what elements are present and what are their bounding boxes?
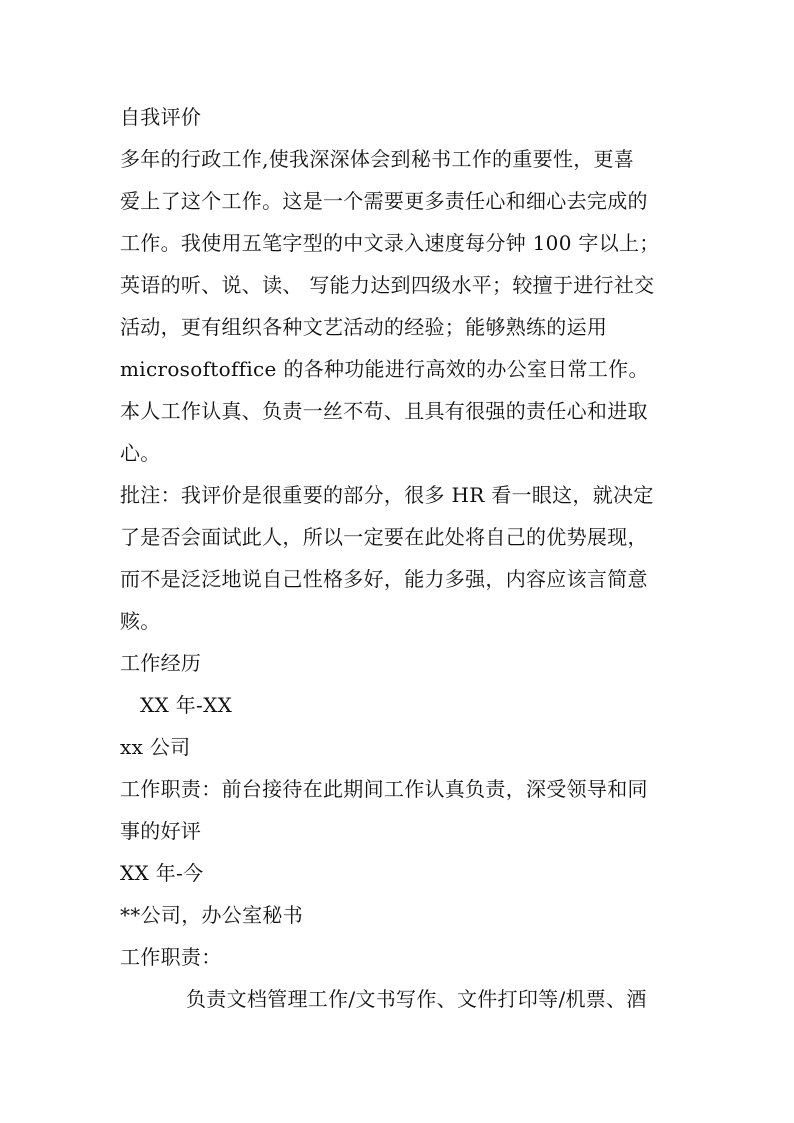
self-evaluation-line: microsoftoffice 的各种功能进行高效的办公室日常工作。 xyxy=(120,357,649,381)
job-period: XX 年-XX xyxy=(140,693,233,717)
job-company: **公司，办公室秘书 xyxy=(120,903,303,927)
job-duties-line: 工作职责：前台接待在此期间工作认真负责，深受领导和同 xyxy=(120,777,648,801)
self-evaluation-line: 工作。我使用五笔字型的中文录入速度每分钟 100 字以上； xyxy=(120,231,660,255)
job-duties-line: 事的好评 xyxy=(120,819,202,843)
annotation-line: 了是否会面试此人，所以一定要在此处将自己的优势展现， xyxy=(120,525,648,549)
job-company: xx 公司 xyxy=(120,735,191,759)
job-period: XX 年-今 xyxy=(120,861,204,885)
self-evaluation-heading: 自我评价 xyxy=(120,105,202,129)
annotation-line: 赅。 xyxy=(120,609,161,633)
annotation-line: 批注：我评价是很重要的部分，很多 HR 看一眼这，就决定 xyxy=(120,483,654,507)
self-evaluation-line: 爱上了这个工作。这是一个需要更多责任心和细心去完成的 xyxy=(120,189,648,213)
annotation-line: 而不是泛泛地说自己性格多好，能力多强，内容应该言简意 xyxy=(120,567,648,591)
self-evaluation-line: 英语的听、说、读、 写能力达到四级水平；较擅于进行社交 xyxy=(120,273,655,297)
self-evaluation-line: 心。 xyxy=(120,441,161,465)
self-evaluation-line: 本人工作认真、负责一丝不苟、且具有很强的责任心和进取 xyxy=(120,399,648,423)
self-evaluation-line: 活动，更有组织各种文艺活动的经验；能够熟练的运用 xyxy=(120,315,608,339)
work-experience-heading: 工作经历 xyxy=(120,651,202,675)
self-evaluation-line: 多年的行政工作,使我深深体会到秘书工作的重要性，更喜 xyxy=(120,147,635,171)
job-duties-label: 工作职责： xyxy=(120,945,222,969)
job-duties-line: 负责文档管理工作/文书写作、文件打印等/机票、酒 xyxy=(186,987,647,1011)
